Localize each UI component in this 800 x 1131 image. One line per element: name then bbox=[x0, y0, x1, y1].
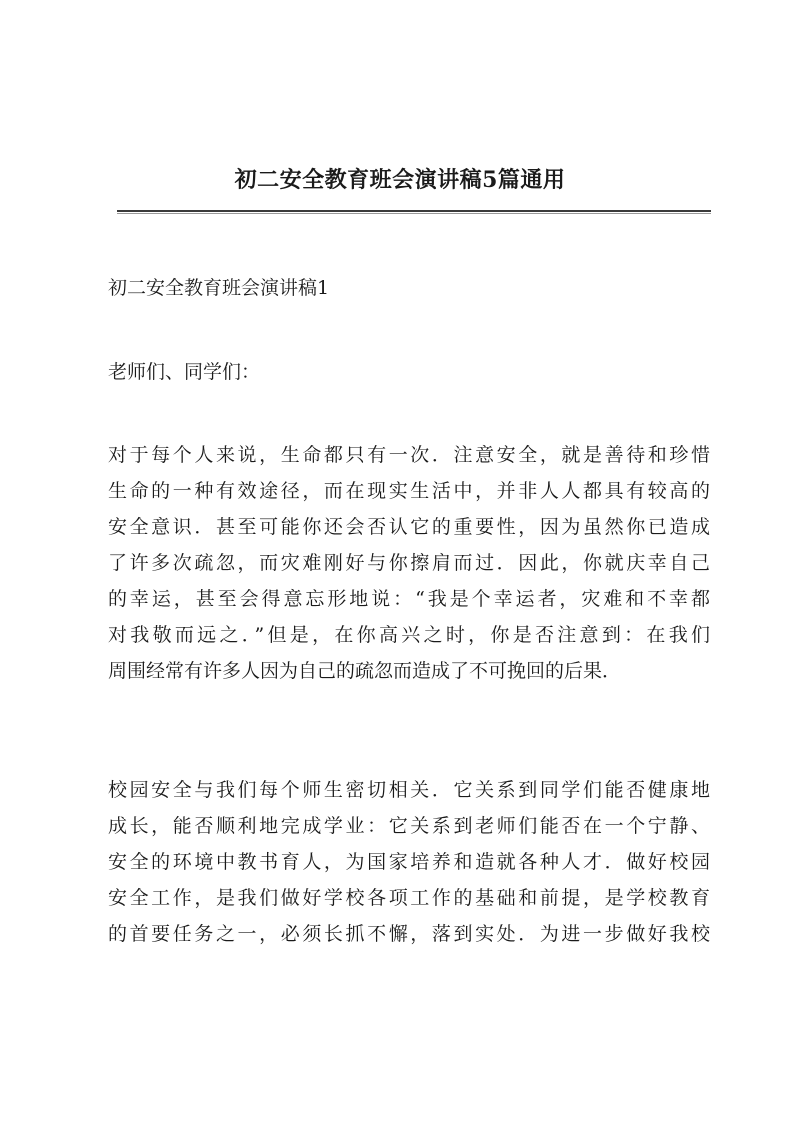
paragraph-line: 安全的环境中教书育人，为国家培养和造就各种人才．做好校园 bbox=[108, 851, 710, 873]
paragraph-line: 的首要任务之一，必须长抓不懈，落到实处．为进一步做好我校 bbox=[108, 923, 710, 945]
paragraph-line: 安全意识．甚至可能你还会否认它的重要性，因为虽然你已造成 bbox=[108, 516, 710, 538]
document-title: 初二安全教育班会演讲稿5篇通用 bbox=[234, 167, 566, 193]
title-divider bbox=[117, 210, 711, 214]
section-heading: 初二安全教育班会演讲稿1 bbox=[108, 277, 330, 299]
paragraph-line: 安全工作，是我们做好学校各项工作的基础和前提，是学校教育 bbox=[108, 887, 710, 909]
paragraph-line: 校园安全与我们每个师生密切相关．它关系到同学们能否健康地 bbox=[108, 779, 710, 801]
paragraph-2 bbox=[108, 772, 710, 952]
paragraph-line: 对我敬而远之．”但是，在你高兴之时，你是否注意到：在我们 bbox=[108, 624, 710, 646]
paragraph-line: 的幸运，甚至会得意忘形地说：“我是个幸运者，灾难和不幸都 bbox=[108, 588, 710, 610]
paragraph-line: 生命的一种有效途径，而在现实生活中，并非人人都具有较高的 bbox=[108, 480, 710, 502]
paragraph-line: 周围经常有许多人因为自己的疏忽而造成了不可挽回的后果． bbox=[108, 660, 622, 682]
paragraph-line: 成长，能否顺利地完成学业：它关系到老师们能否在一个宁静、 bbox=[108, 815, 710, 837]
paragraph-1 bbox=[108, 437, 710, 689]
salutation: 老师们、同学们： bbox=[108, 361, 261, 383]
paragraph-line: 了许多次疏忽，而灾难刚好与你擦肩而过．因此，你就庆幸自己 bbox=[108, 552, 710, 574]
paragraph-line: 对于每个人来说，生命都只有一次．注意安全，就是善待和珍惜 bbox=[108, 444, 710, 466]
